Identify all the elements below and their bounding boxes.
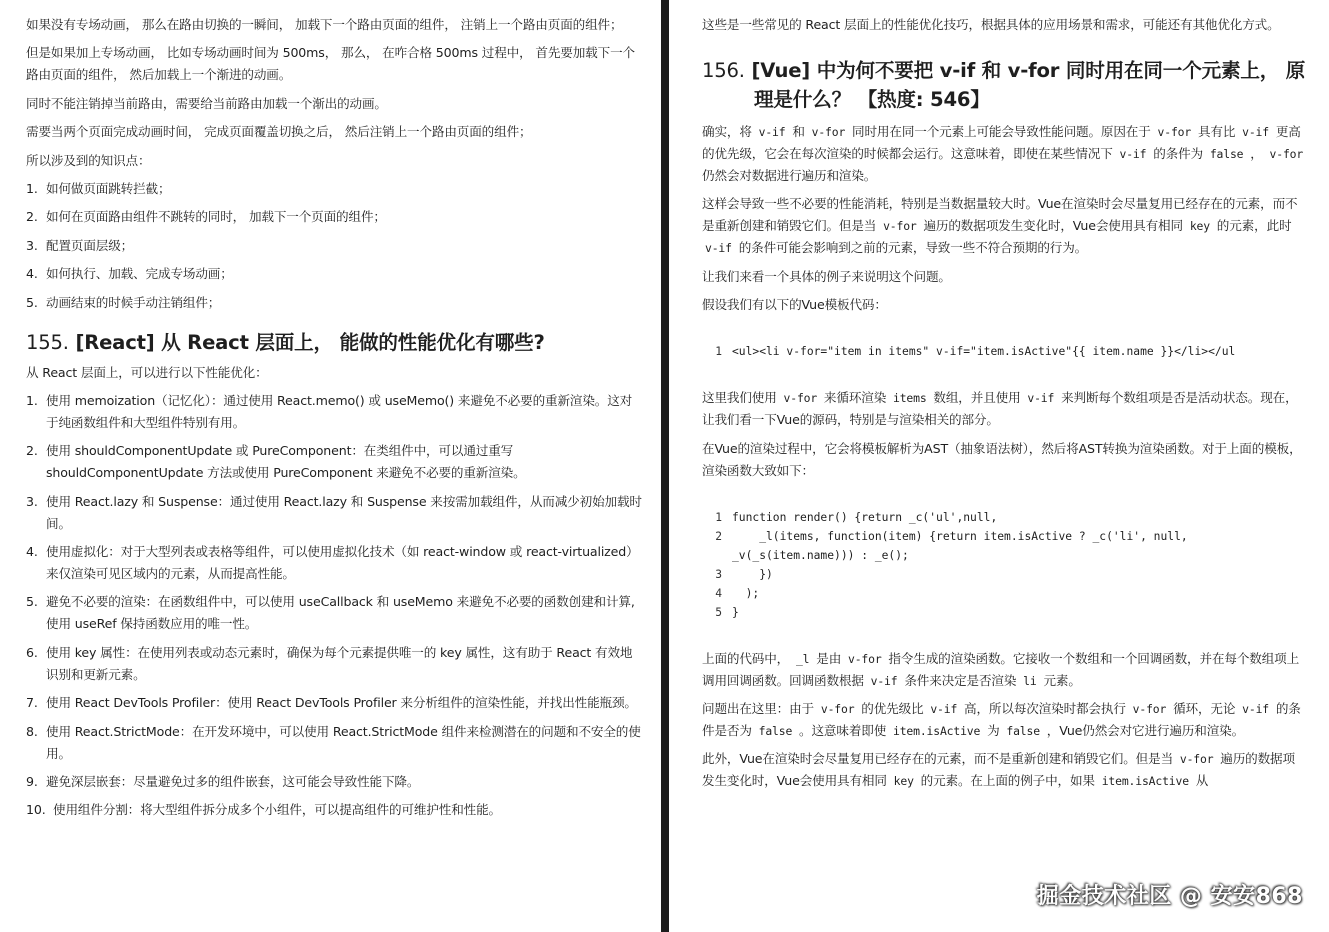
paragraph: 让我们来看一个具体的例子来说明这个问题。 <box>702 268 951 284</box>
code-block-template <box>702 342 1307 361</box>
code-line: 2 _l(items, function(item) {return item.isActive ? _c('li', null, <box>715 529 1188 543</box>
intro-paragraph: 但是如果加上专场动画， 比如专场动画时间为 500ms， 那么， 在咋合格 500ms 过程中， 首先要加载下一个路由页面的组件， 然后加载上一个渐进的动画。 <box>26 45 635 83</box>
question-156-heading: 156. [Vue] 中为何不要把 v-if 和 v-for 同时用在同一个元素上， 原理是什么？ 【热度: 546】 <box>702 59 1306 111</box>
list-item: 2. 使用 shouldComponentUpdate 或 PureComponent：在类组件中，可以通过重写 shouldComponentUpdate 方法或使用 PureComponent 来避免不必要的重新渲染。 <box>26 443 526 481</box>
list-item: 3. 使用 React.lazy 和 Suspense：通过使用 React.lazy 和 Suspense 来按需加载组件，从而减少初始加载时间。 <box>26 493 642 531</box>
list-item: 4. 使用虚拟化：对于大型列表或表格等组件，可以使用虚拟化技术（如 react-window 或 react-virtualized）来仅渲染可见区域内的元素，从而提高性能。 <box>26 544 639 582</box>
list-item: 4. 如何执行、加载、完成专场动画； <box>26 266 233 282</box>
summary-paragraph: 这些是一些常见的 React 层面上的性能优化技巧，根据具体的应用场景和需求，可能还有其他优化方式。 <box>702 17 1280 32</box>
list-item: 1. 使用 memoization（记忆化）：通过使用 React.memo() 或 useMemo() 来避免不必要的重新渲染。这对于纯函数组件和大型组件特别有用。 <box>26 392 633 430</box>
list-item: 9. 避免深层嵌套：尽量避免过多的组件嵌套，这可能会导致性能下降。 <box>26 774 420 790</box>
right-page-content <box>702 14 1307 799</box>
list-item: 3. 配置页面层级； <box>26 237 134 253</box>
paragraph: 这里我们使用 v-for 来循环渲染 items 数组，并且使用 v-if 来判断每个数组项是否是活动状态。现在，让我们看一下Vue的源码，特别是与渲染相关的部分。 <box>702 390 1298 428</box>
intro-paragraph: 同时不能注销掉当前路由，需要给当前路由加载一个渐出的动画。 <box>26 95 387 111</box>
code-line: 1 function render() {return _c('ul',null, <box>715 510 998 524</box>
intro-paragraph: 如果没有专场动画， 那么在路由切换的一瞬间， 加载下一个路由页面的组件， 注销上一个路由页面的组件； <box>26 17 623 32</box>
paragraph: 这样会导致一些不必要的性能消耗，特别是当数据量较大时。Vue在渲染时会尽量复用已经存在的元素，而不是重新创建和销毁它们。但是当 v-for 遍历的数据项发生变化时，Vue会使用具有相同 key 的元素，此时 v-if 的条件可能会影响到之前的元素，导致一些不符合预期的行为。 <box>702 196 1298 256</box>
react-optimization-list <box>26 390 643 822</box>
paragraph: 问题出在这里：由于 v-for 的优先级比 v-if 高，所以每次渲染时都会执行 v-for 循环，无论 v-if 的条件是否为 false 。这意味着即使 item.isActive 为 false ，Vue仍然会对它进行遍历和渲染。 <box>702 700 1301 738</box>
code-line: 4 ); <box>715 586 760 600</box>
list-item: 2. 如何在页面路由组件不跳转的同时， 加载下一个页面的组件； <box>26 209 386 225</box>
left-page <box>0 0 661 932</box>
question-155-lead: 从 React 层面上，可以进行以下性能优化： <box>26 364 268 380</box>
list-item: 5. 避免不必要的渲染：在函数组件中，可以使用 useCallback 和 useMemo 来避免不必要的函数创建和计算, 使用 useRef 保持函数应用的唯一性。 <box>26 594 635 632</box>
knowledge-points-list <box>26 178 643 314</box>
question-155-heading: 155. [React] 从 React 层面上， 能做的性能优化有哪些? <box>26 330 545 354</box>
knowledge-points-heading: 所以涉及到的知识点： <box>26 152 151 168</box>
list-item: 1. 如何做页面跳转拦截； <box>26 180 171 196</box>
page-divider <box>661 0 669 932</box>
paragraph: 假设我们有以下的Vue模板代码： <box>702 297 887 313</box>
left-page-content <box>26 14 643 828</box>
intro-paragraph: 需要当两个页面完成动画时间， 完成页面覆盖切换之后， 然后注销上一个路由页面的组件； <box>26 124 532 140</box>
paragraph: 在Vue的渲染过程中，它会将模板解析为AST（抽象语法树），然后将AST转换为渲染函数。对于上面的模板，渲染函数大致如下： <box>702 440 1302 478</box>
paragraph: 此外，Vue在渲染时会尽量复用已经存在的元素，而不是重新创建和销毁它们。但是当 v-for 遍历的数据项发生变化时，Vue会使用具有相同 key 的元素。在上面的例子中，如果 item.isActive 从 <box>702 751 1295 789</box>
code-line: 5 } <box>715 605 739 619</box>
list-item: 5. 动画结束的时候手动注销组件； <box>26 294 221 310</box>
watermark: 掘金技术社区 @ 安安868 <box>1036 884 1303 909</box>
code-block-render-function <box>702 508 1307 622</box>
list-item: 6. 使用 key 属性：在使用列表或动态元素时，确保为每个元素提供唯一的 key 属性，这有助于 React 有效地识别和更新元素。 <box>26 644 633 682</box>
paragraph: 上面的代码中， _l 是由 v-for 指令生成的渲染函数。它接收一个数组和一个回调函数，并在每个数组项上调用回调函数。回调函数根据 v-if 条件来决定是否渲染 li 元素。 <box>702 650 1300 688</box>
list-item: 8. 使用 React.StrictMode：在开发环境中，可以使用 React.StrictMode 组件来检测潜在的问题和不安全的使用。 <box>26 723 641 761</box>
code-line: 3 }) <box>715 567 773 581</box>
paragraph: 确实，将 v-if 和 v-for 同时用在同一个元素上可能会导致性能问题。原因在于 v-for 具有比 v-if 更高的优先级，它会在每次渲染的时候都会运行。这意味着，即使在某些情况下 v-if 的条件为 false ， v-for 仍然会对数据进行遍历和渲染。 <box>702 124 1304 183</box>
code-line: _v(_s(item.name))) : _e(); <box>732 548 909 562</box>
right-page <box>669 0 1329 932</box>
list-item: 7. 使用 React DevTools Profiler：使用 React DevTools Profiler 来分析组件的渲染性能，并找出性能瓶颈。 <box>26 695 637 711</box>
code-line: 1 <ul><li v-for="item in items" v-if="item.isActive"{{ item.name }}</li></ul <box>715 345 1236 359</box>
list-item: 10. 使用组件分割：将大型组件拆分成多个小组件，可以提高组件的可维护性和性能。 <box>26 802 501 818</box>
